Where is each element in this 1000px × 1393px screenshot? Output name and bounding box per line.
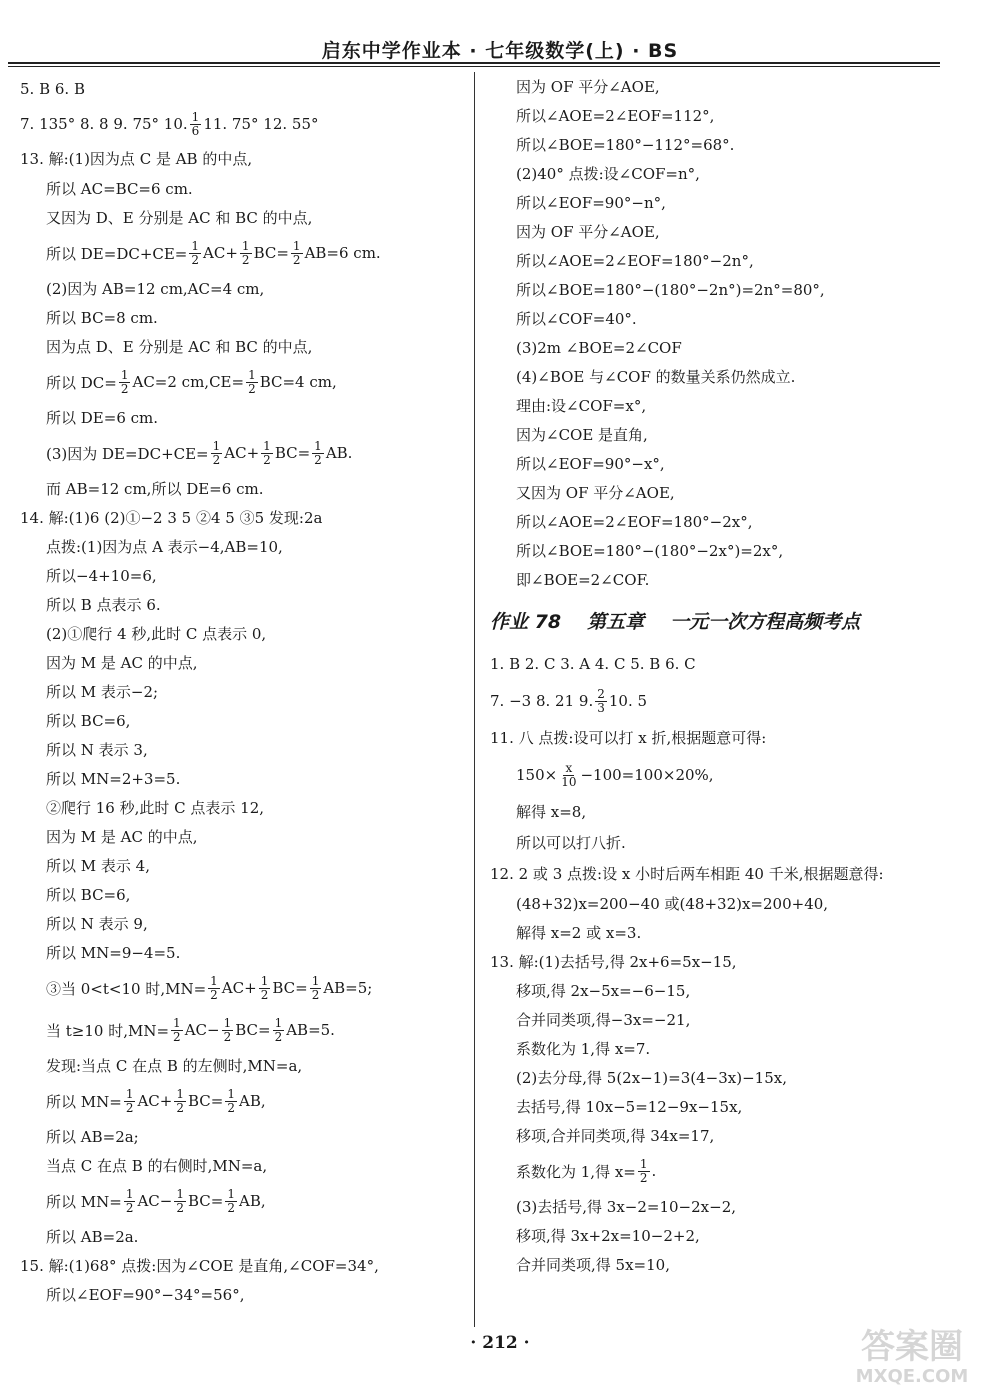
answer-line: (2)①爬行 4 秒,此时 C 点表示 0,: [46, 625, 267, 643]
answer-line: 7. 135° 8. 8 9. 75° 10. $\frac{1}{6}$ 11. 75° 12. 55°: [20, 109, 319, 138]
answer-line: 所以 MN= $\frac{1}{2}$ AC− $\frac{1}{2}$ BC= $\frac{1}{2}$ AB,: [46, 1186, 266, 1215]
fraction: $\frac{1}{2}$: [314, 438, 322, 467]
answer-line: ②爬行 16 秒,此时 C 点表示 12,: [46, 799, 265, 817]
page-number: · 212 ·: [470, 1333, 530, 1353]
answer-line: 当点 C 在点 B 的右侧时,MN=a,: [46, 1157, 268, 1175]
fraction: $\frac{1}{2}$: [248, 367, 256, 396]
fraction: $\frac{1}{2}$: [227, 1086, 235, 1115]
fraction: $\frac{1}{2}$: [191, 238, 200, 267]
answer-line: 又因为 D、E 分别是 AC 和 BC 的中点,: [46, 209, 313, 227]
answer-line: 12. 2 或 3 点拨:设 x 小时后两车相距 40 千米,根据题意得:: [490, 865, 884, 883]
answer-line: 所以∠BOE=180°−(180°−2x°)=2x°,: [516, 542, 784, 560]
answer-line: 去括号,得 10x−5=12−9x−15x,: [516, 1098, 743, 1116]
fraction: $\frac{1}{2}$: [120, 367, 129, 396]
answer-line: 150× $\frac{x}{10}$ −100=100×20%,: [516, 760, 714, 789]
answer-line: 所以 BC=6,: [46, 712, 131, 730]
fraction: $\frac{x}{10}$: [561, 760, 577, 789]
answer-line: (2)因为 AB=12 cm,AC=4 cm,: [46, 280, 265, 298]
answer-line: 所以∠COF=40°.: [516, 310, 637, 328]
fraction: $\frac{1}{2}$: [125, 1186, 134, 1215]
question-head: 14. 解:(1)6 (2)①−2 3 5 ②4 5 ③5 发现:2a: [20, 509, 323, 527]
answer-line: 又因为 OF 平分∠AOE,: [516, 484, 675, 502]
fraction: $\frac{1}{2}$: [223, 1015, 232, 1044]
fraction: $\frac{1}{2}$: [311, 973, 320, 1002]
answer-line: (2)40° 点拨:设∠COF=n°,: [516, 165, 700, 183]
fraction: $\frac{1}{2}$: [210, 973, 218, 1002]
answer-line: 所以∠EOF=90°−x°,: [516, 455, 665, 473]
fraction: $\frac{1}{6}$: [191, 109, 200, 138]
right-column: [490, 72, 960, 1279]
answer-line: 所以 B 点表示 6.: [46, 596, 161, 614]
fraction: $\frac{1}{2}$: [176, 1086, 184, 1115]
answer-line: 所以 N 表示 3,: [46, 741, 148, 759]
answer-line: 所以 BC=6,: [46, 886, 131, 904]
answer-line: (3)去括号,得 3x−2=10−2x−2,: [516, 1198, 737, 1216]
answer-line: 移项,得 3x+2x=10−2+2,: [516, 1227, 700, 1245]
answer-line: 当 t≥10 时,MN= $\frac{1}{2}$ AC− $\frac{1}{2}$ BC= $\frac{1}{2}$ AB=5.: [46, 1015, 335, 1044]
answer-line: 因为 OF 平分∠AOE,: [516, 223, 660, 241]
answer-line: 因为 M 是 AC 的中点,: [46, 654, 198, 672]
section-title: 作业 78 第五章 一元一次方程高频考点: [490, 610, 861, 633]
fraction: $\frac{1}{2}$: [212, 438, 221, 467]
answer-line: 所以∠EOF=90°−34°=56°,: [46, 1286, 245, 1304]
answer-line: 所以∠AOE=2∠EOF=180°−2x°,: [516, 513, 753, 531]
answer-line: 所以 DE=6 cm.: [46, 409, 159, 427]
answer-line: 所以 DC= $\frac{1}{2}$ AC=2 cm,CE= $\frac{1}{2}$ BC=4 cm,: [46, 367, 337, 396]
question-head: 13. 解:(1)去括号,得 2x+6=5x−15,: [490, 953, 737, 971]
question-head: 13. 解:(1)因为点 C 是 AB 的中点,: [20, 150, 253, 168]
answer-line: 解得 x=2 或 x=3.: [516, 924, 642, 942]
header-rule-thin: [8, 66, 940, 67]
answer-line: 系数化为 1,得 x= $\frac{1}{2}$ .: [516, 1156, 657, 1185]
fraction: $\frac{1}{2}$: [260, 973, 269, 1002]
answer-line: 合并同类项,得−3x=−21,: [516, 1011, 691, 1029]
answer-line: 移项,得 2x−5x=−6−15,: [516, 982, 691, 1000]
fraction: $\frac{1}{2}$: [274, 1015, 283, 1044]
fraction: $\frac{2}{3}$: [597, 686, 605, 715]
answer-line: 移项,合并同类项,得 34x=17,: [516, 1127, 715, 1145]
answer-line: 所以 M 表示 4,: [46, 857, 150, 875]
answer-line: 发现:当点 C 在点 B 的左侧时,MN=a,: [46, 1057, 303, 1075]
watermark-text: 答案圈: [861, 1327, 963, 1367]
fraction: $\frac{1}{2}$: [292, 238, 301, 267]
answer-line: 因为 OF 平分∠AOE,: [516, 78, 660, 96]
answer-line: 所以∠AOE=2∠EOF=180°−2n°,: [516, 252, 754, 270]
answer-line: 所以∠AOE=2∠EOF=112°,: [516, 107, 715, 125]
answer-line: 合并同类项,得 5x=10,: [516, 1256, 670, 1274]
answer-line: (2)去分母,得 5(2x−1)=3(4−3x)−15x,: [516, 1069, 787, 1087]
answer-line: 所以∠BOE=180°−(180°−2n°)=2n°=80°,: [516, 281, 825, 299]
fraction: $\frac{1}{2}$: [176, 1186, 184, 1215]
answer-line: 理由:设∠COF=x°,: [516, 397, 647, 415]
answer-line: 即∠BOE=2∠COF.: [516, 571, 650, 589]
answer-line: 所以 MN=2+3=5.: [46, 770, 181, 788]
fraction: $\frac{1}{2}$: [125, 1086, 134, 1115]
answer-line: 所以 AB=2a.: [46, 1228, 139, 1246]
answer-line: 7. −3 8. 21 9. $\frac{2}{3}$ 10. 5: [490, 686, 648, 715]
answer-line: 因为 M 是 AC 的中点,: [46, 828, 198, 846]
answer-line: 点拨:(1)因为点 A 表示−4,AB=10,: [46, 538, 283, 556]
answer-line: 所以 MN= $\frac{1}{2}$ AC+ $\frac{1}{2}$ BC= $\frac{1}{2}$ AB,: [46, 1086, 266, 1115]
answer-line: (3)2m ∠BOE=2∠COF: [516, 338, 682, 357]
answer-line: 所以−4+10=6,: [46, 567, 157, 585]
answer-line: (3)因为 DE=DC+CE= $\frac{1}{2}$ AC+ $\frac{1}{2}$ BC= $\frac{1}{2}$ AB.: [46, 438, 353, 467]
answer-line: ③当 0<t<10 时,MN= $\frac{1}{2}$ AC+ $\frac{1}{2}$ BC= $\frac{1}{2}$ AB=5;: [46, 973, 373, 1002]
answer-line: 因为点 D、E 分别是 AC 和 BC 的中点,: [46, 338, 313, 356]
answer-line: 因为∠COE 是直角,: [516, 426, 648, 444]
answer-line: 1. B 2. C 3. A 4. C 5. B 6. C: [490, 655, 696, 673]
fraction: $\frac{1}{2}$: [241, 238, 250, 267]
answer-line: 所以 BC=8 cm.: [46, 309, 158, 327]
page-header: 启东中学作业本 · 七年级数学(上) · BS: [321, 40, 679, 62]
answer-line: 11. 八 点拨:设可以打 x 折,根据题意可得:: [490, 728, 767, 747]
fraction: $\frac{1}{2}$: [639, 1156, 648, 1185]
fraction: $\frac{1}{2}$: [263, 438, 271, 467]
fraction: $\frac{1}{2}$: [227, 1186, 235, 1215]
answer-line: 而 AB=12 cm,所以 DE=6 cm.: [46, 480, 264, 498]
answer-line: (48+32)x=200−40 或(48+32)x=200+40,: [516, 895, 829, 913]
answer-line: 所以∠EOF=90°−n°,: [516, 194, 666, 212]
watermark-logo: [828, 1318, 996, 1388]
answer-line: 所以 AC=BC=6 cm.: [46, 180, 193, 198]
column-divider: [474, 72, 475, 1327]
answer-line: 所以可以打八折.: [516, 834, 626, 852]
question-head: 15. 解:(1)68° 点拨:因为∠COE 是直角,∠COF=34°,: [20, 1257, 379, 1275]
watermark-sub: MXQE.COM: [855, 1366, 969, 1387]
answer-line: 所以 AB=2a;: [46, 1128, 139, 1146]
answer-line: 所以∠BOE=180°−112°=68°.: [516, 136, 735, 154]
answer-line: 所以 DE=DC+CE= $\frac{1}{2}$ AC+ $\frac{1}{2}$ BC= $\frac{1}{2}$ AB=6 cm.: [46, 238, 381, 267]
answer-line: 所以 M 表示−2;: [46, 683, 159, 701]
answer-line: 5. B 6. B: [20, 79, 85, 98]
answer-line: 所以 N 表示 9,: [46, 915, 148, 933]
answer-line: 系数化为 1,得 x=7.: [516, 1040, 651, 1058]
header-rule: [8, 62, 940, 64]
fraction: $\frac{1}{2}$: [173, 1015, 181, 1044]
answer-line: 所以 MN=9−4=5.: [46, 944, 181, 962]
answer-line: (4)∠BOE 与∠COF 的数量关系仍然成立.: [516, 368, 796, 386]
left-column: [20, 72, 466, 1309]
answer-line: 解得 x=8,: [516, 803, 587, 821]
